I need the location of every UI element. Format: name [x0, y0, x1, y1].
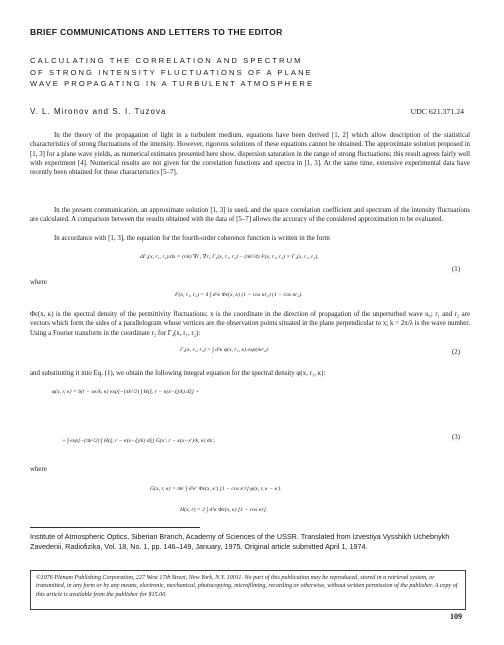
udc-code: UDC 621.371.24: [410, 107, 464, 116]
title-line: CALCULATING THE CORRELATION AND SPECTRUM: [30, 56, 303, 65]
where-label: where: [30, 279, 47, 286]
equation-3-line-2: + ∫ exp[−(πk²/2) ∫ H(ξ, r − κ(x−ξ)/k) dξ] G(x′, r − κ(x−x′)/k, κ) dx′,: [62, 438, 215, 444]
equation-3-number: (3): [452, 434, 461, 441]
paragraph-definitions: Φε(x, κ) is the spectral density of the permittivity fluctuations; x is the coordinate in the direction of propagation of the unperturbed wave u₀; r₁ and r₂ are vectors which form the sides of a parallelogram whose vertices are the observation points situated in the plane perpendicular to x; k = 2π/λ is the wave number. Using a Fourier transform in the coordinate r₂ for Γ₄(x, r₁, r₂):: [30, 311, 470, 337]
footnote-rule: [30, 527, 200, 528]
authors: V. L. Mironov and S. I. Tuzova: [30, 107, 167, 116]
copyright-box: ©1976 Plenum Publishing Corporation, 227 West 17th Street, New York, N.Y. 10011. No part of this publication may be reproduced, stored in a retrieval system, or transmitted, in any form or by any means, electronic, mechanical, photocopying, microfilming, recording or otherwise, without written permission of the publisher. A copy of this article is available from the publisher for $15.00.: [30, 570, 466, 610]
equation-G: G(x, r, κ) = πk² ∫ d²κ′ Φε(x, κ′) [1 − cos κ′r] φ(x, r, κ − κ′).: [150, 486, 282, 492]
equation-2: Γ₄(x, r₁, r₂) = ∫ d²κ φ(x, r₁, κ) exp(iκr₂).: [180, 347, 270, 353]
page-number: 109: [450, 612, 462, 621]
article-title: [30, 55, 450, 90]
equation-1-number: (1): [452, 266, 461, 273]
title-line: WAVE PROPAGATING IN A TURBULENT ATMOSPHERE: [30, 79, 315, 88]
paragraph-intro: In the theory of the propagation of light in a turbulent medium, equations have been derived [1, 2] which allow description of the statistical characteristics of strong fluctuations of the intensity. However, rigorous solutions of these equations cannot be obtained. The approximate solution proposed in [1, 3] for a plane wave yields, as numerical estimates presented here show, dispersion saturation in the range of strong fluctuations; this result agrees fairly well with experiment [4]. Numerical results are not given for the correlation functions and spectra in [1, 3]. At the same time, extensive experimental data have recently been obtained for these characteristics [5–7].: [30, 132, 470, 177]
equation-1: dΓ₄(x, r₁, r₂)/dx = (i/k) ∇r₁ ∇r₂ Γ₄(x, r₁, r₂) − (πk²/4) F(x, r₁, r₂) × Γ₄(x, r₁, r₂),: [140, 254, 319, 260]
equation-3-line-1: φ(x, r, κ) = δ(r − xκ/k, κ) exp[−(πk²/2) ∫ H(ξ, r − κ(x−ξ)/k) dξ] +: [52, 389, 200, 395]
section-header: BRIEF COMMUNICATIONS AND LETTERS TO THE EDITOR: [30, 27, 283, 37]
equation-F: F(x, r₁, r₂) = 4 ∫ d²κ Φε(x, κ) (1 − cos κr₁) (1 − cos κr₂).: [175, 292, 303, 298]
equation-H: H(x, r) = 2 ∫ d²κ Φε(x, κ) [1 − cos κr].: [180, 507, 268, 513]
paragraph-substitution: and substituting it into Eq. (1), we obtain the following integral equation for the spectral density φ(x, r₁, κ):: [30, 370, 326, 377]
where-label-2: where: [30, 466, 47, 473]
equation-2-number: (2): [452, 349, 461, 356]
paragraph-method: In the present communication, an approximate solution [1, 3] is used, and the space correlation coefficient and spectrum of the intensity fluctuations are calculated. A comparison between the results obtained with the data of [5–7] allows the accuracy of the considered approximation to be evaluated.: [30, 207, 470, 224]
institute-note: Institute of Atmospheric Optics, Siberian Branch, Academy of Sciences of the USSR. Translated from Izvestiya Vysshikh Uchebnykh Zavedenii, Radiofizika, Vol. 18, No. 1, pp. 146–149, January, 1975. Original article submitted April 1, 1974.: [30, 532, 450, 551]
title-line: OF STRONG INTENSITY FLUCTUATIONS OF A PLANE: [30, 67, 313, 77]
paragraph-equation-intro: In accordance with [1, 3], the equation for the fourth-order coherence function is written in the form: [54, 235, 330, 242]
